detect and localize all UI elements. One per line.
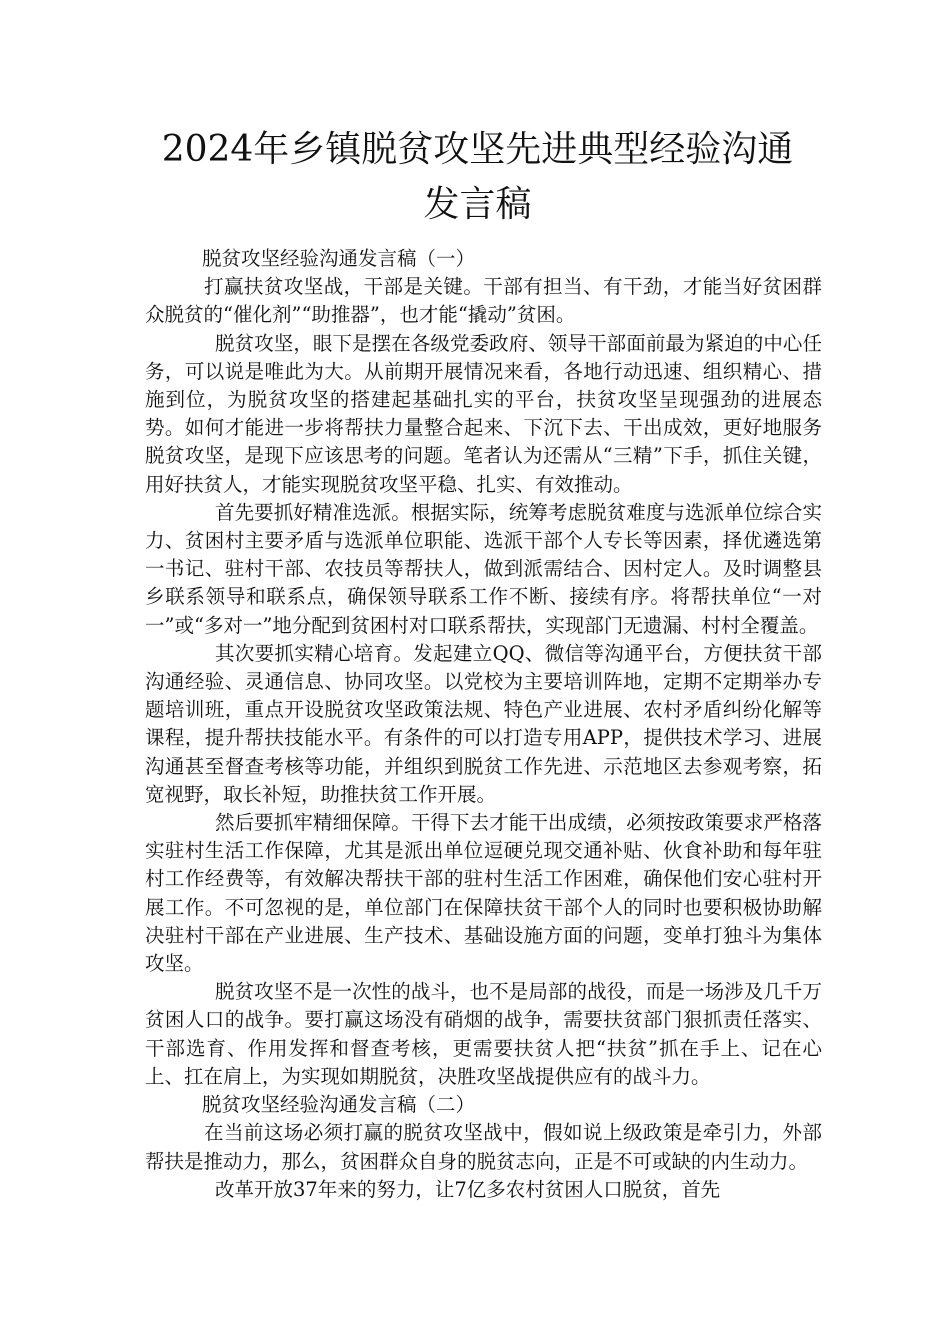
section-heading: 脱贫攻坚经验沟通发言稿（二） <box>202 1093 476 1117</box>
paragraph: 打赢扶贫攻坚战，干部是关键。干部有担当、有干劲，才能当好贫困群众脱贫的“催化剂”“助推器”，也才能“撬动”贫困。 <box>145 275 822 327</box>
paragraph: 脱贫攻坚不是一次性的战斗，也不是局部的战役，而是一场涉及几千万贫困人口的战争。要打赢这场没有硝烟的战争，需要扶贫部门狠抓责任落实、干部选育、作用发挥和督查考核，更需要扶贫人把“扶贫”抓在手上、记在心上、扛在肩上，为实现如期脱贫，决胜攻坚战提供应有的战斗力。 <box>145 980 822 1088</box>
paragraph: 其次要抓实精心培育。发起建立QQ、微信等沟通平台，方便扶贫干部沟通经验、灵通信息、协同攻坚。以党校为主要培训阵地，定期不定期举办专题培训班，重点开设脱贫攻坚政策法规、特色产业进展、农村矛盾纠纷化解等课程，提升帮扶技能水平。有条件的可以打造专用APP，提供技术学习、进展沟通甚至督查考核等功能，并组织到脱贫工作先进、示范地区去参观考察，拓宽视野，取长补短，助推扶贫工作开展。 <box>145 641 822 806</box>
document-title: 2024年乡镇脱贫攻坚先进典型经验沟通发言稿 <box>161 129 794 225</box>
paragraph: 脱贫攻坚，眼下是摆在各级党委政府、领导干部面前最为紧迫的中心任务，可以说是唯此为大。从前期开展情况来看，各地行动迅速、组织精心、措施到位，为脱贫攻坚的搭建起基础扎实的平台，扶贫攻坚呈现强劲的进展态势。如何才能进一步将帮扶力量整合起来、下沉下去、干出成效，更好地服务脱贫攻坚，是现下应该思考的问题。笔者认为还需从“三精”下手，抓住关键，用好扶贫人，才能实现脱贫攻坚平稳、扎实、有效推动。 <box>145 331 822 496</box>
paragraph: 在当前这场必须打赢的脱贫攻坚战中，假如说上级政策是牵引力，外部帮扶是推动力，那么，贫困群众自身的脱贫志向，正是不可或缺的内生动力。 <box>145 1121 822 1173</box>
paragraph: 然后要抓牢精细保障。干得下去才能干出成绩，必须按政策要求严格落实驻村生活工作保障，尤其是派出单位逗硬兑现交通补贴、伙食补助和每年驻村工作经费等，有效解决帮扶干部的驻村生活工作困难，确保他们安心驻村开展工作。不可忽视的是，单位部门在保障扶贫干部个人的同时也要积极协助解决驻村干部在产业进展、生产技术、基础设施方面的问题，变单打独斗为集体攻坚。 <box>145 811 822 976</box>
document-body <box>145 245 822 1204</box>
paragraph: 改革开放37年来的努力，让7亿多农村贫困人口脱贫，首先 <box>215 1177 721 1201</box>
paragraph: 首先要抓好精准选派。根据实际，统筹考虑脱贫难度与选派单位综合实力、贫困村主要矛盾与选派单位职能、选派干部个人专长等因素，择优遴选第一书记、驻村干部、农技员等帮扶人，做到派需结合、因村定人。及时调整县乡联系领导和联系点，确保领导联系工作不断、接续有序。将帮扶单位“一对一”或“多对一”地分配到贫困村对口联系帮扶，实现部门无遗漏、村村全覆盖。 <box>145 500 822 637</box>
section-heading: 脱贫攻坚经验沟通发言稿（一） <box>202 247 476 270</box>
